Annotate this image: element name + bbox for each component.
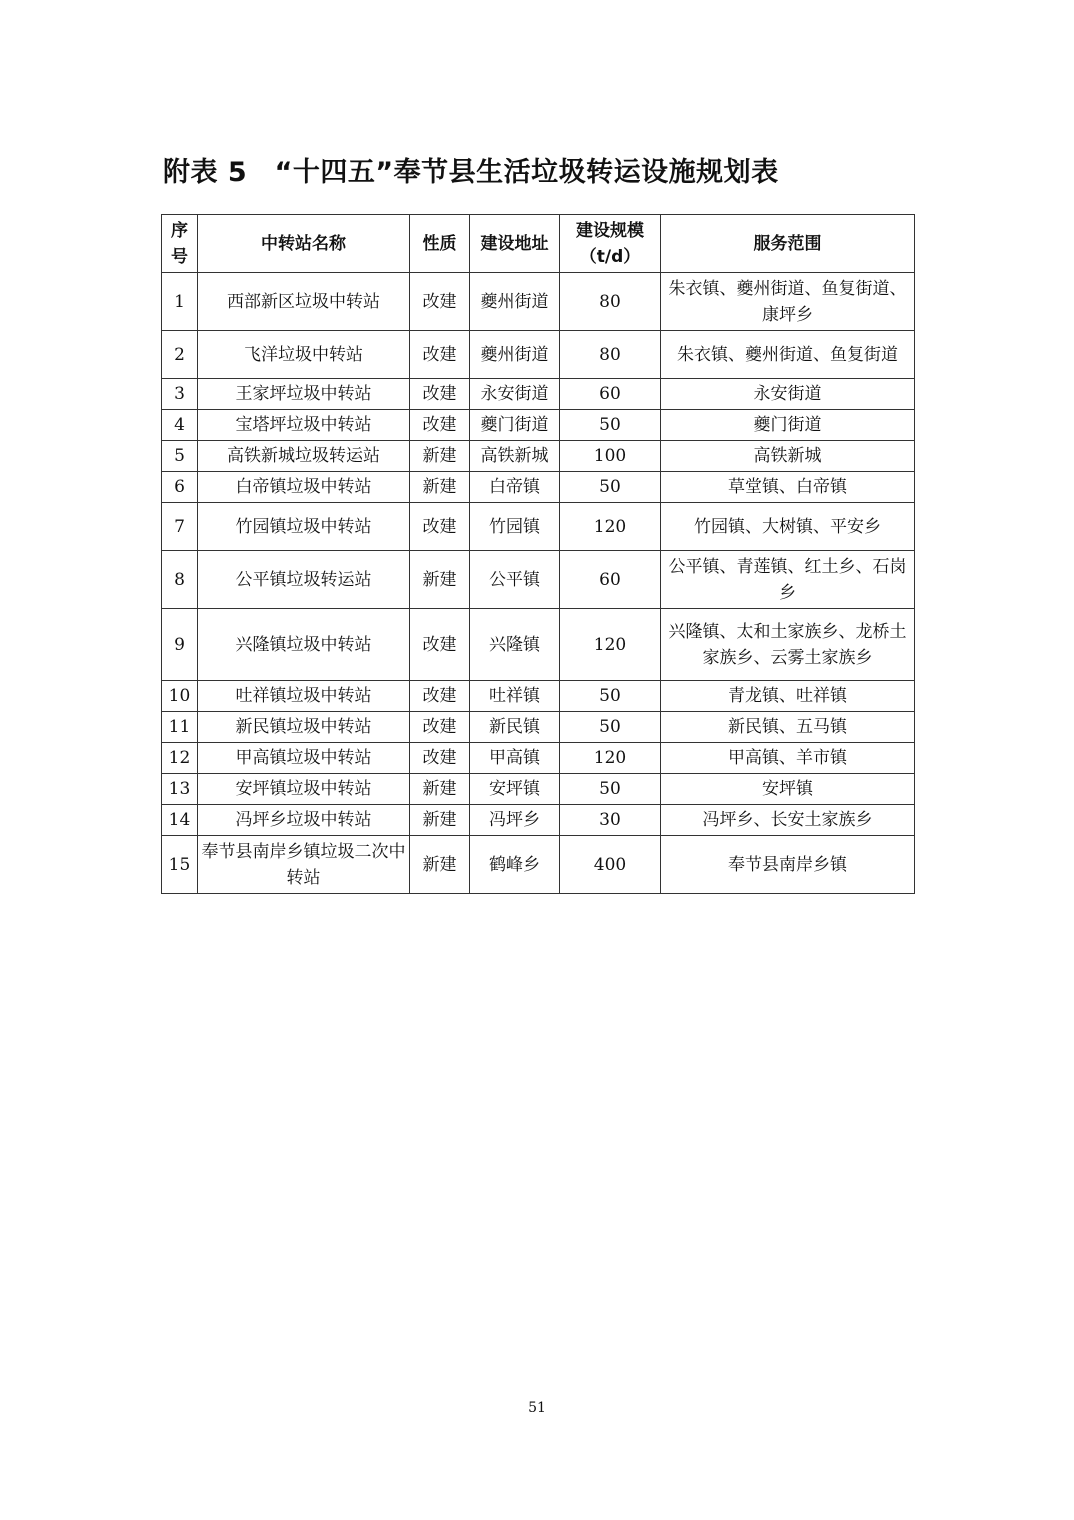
cell-seq: 14 — [162, 805, 198, 836]
cell-seq: 5 — [162, 441, 198, 472]
cell-address: 竹园镇 — [470, 503, 560, 551]
cell-address: 新民镇 — [470, 712, 560, 743]
cell-service: 安坪镇 — [661, 774, 915, 805]
cell-scale: 50 — [560, 472, 661, 503]
cell-seq: 10 — [162, 681, 198, 712]
cell-service: 永安街道 — [661, 379, 915, 410]
cell-seq: 2 — [162, 331, 198, 379]
cell-name: 兴隆镇垃圾中转站 — [198, 609, 410, 681]
cell-seq: 12 — [162, 743, 198, 774]
transfer-facility-table — [161, 214, 915, 894]
header-service: 服务范围 — [661, 215, 915, 273]
cell-seq: 3 — [162, 379, 198, 410]
cell-scale: 50 — [560, 681, 661, 712]
cell-scale: 120 — [560, 503, 661, 551]
cell-service: 青龙镇、吐祥镇 — [661, 681, 915, 712]
cell-seq: 11 — [162, 712, 198, 743]
cell-nature: 新建 — [410, 805, 470, 836]
table-header-row — [162, 215, 915, 273]
cell-scale: 400 — [560, 836, 661, 894]
cell-name: 安坪镇垃圾中转站 — [198, 774, 410, 805]
cell-scale: 30 — [560, 805, 661, 836]
cell-name: 新民镇垃圾中转站 — [198, 712, 410, 743]
table-row — [162, 836, 915, 894]
cell-nature: 改建 — [410, 379, 470, 410]
header-address: 建设地址 — [470, 215, 560, 273]
cell-seq: 15 — [162, 836, 198, 894]
page-number: 51 — [528, 1400, 546, 1416]
cell-scale: 60 — [560, 551, 661, 609]
cell-service: 冯坪乡、长安土家族乡 — [661, 805, 915, 836]
table-row — [162, 441, 915, 472]
cell-address: 高铁新城 — [470, 441, 560, 472]
cell-nature: 新建 — [410, 551, 470, 609]
cell-nature: 改建 — [410, 331, 470, 379]
cell-address: 吐祥镇 — [470, 681, 560, 712]
cell-service: 新民镇、五马镇 — [661, 712, 915, 743]
header-seq-line2: 号 — [171, 246, 188, 267]
cell-address: 鹤峰乡 — [470, 836, 560, 894]
page-title: 附表 5 “十四五”奉节县生活垃圾转运设施规划表 — [163, 157, 779, 188]
cell-nature: 新建 — [410, 774, 470, 805]
table-row — [162, 410, 915, 441]
header-scale — [560, 215, 661, 273]
cell-service: 高铁新城 — [661, 441, 915, 472]
cell-address: 永安街道 — [470, 379, 560, 410]
cell-scale: 50 — [560, 774, 661, 805]
cell-service: 竹园镇、大树镇、平安乡 — [661, 503, 915, 551]
cell-name: 竹园镇垃圾中转站 — [198, 503, 410, 551]
cell-address: 夔门街道 — [470, 410, 560, 441]
cell-service: 草堂镇、白帝镇 — [661, 472, 915, 503]
table-row — [162, 273, 915, 331]
cell-name: 高铁新城垃圾转运站 — [198, 441, 410, 472]
cell-nature: 改建 — [410, 743, 470, 774]
cell-scale: 120 — [560, 609, 661, 681]
cell-seq: 8 — [162, 551, 198, 609]
cell-name: 奉节县南岸乡镇垃圾二次中转站 — [198, 836, 410, 894]
cell-name: 吐祥镇垃圾中转站 — [198, 681, 410, 712]
cell-scale: 50 — [560, 712, 661, 743]
cell-name: 宝塔坪垃圾中转站 — [198, 410, 410, 441]
header-scale-line2: （t/d） — [579, 246, 641, 267]
header-scale-line1: 建设规模 — [576, 220, 644, 241]
cell-scale: 80 — [560, 273, 661, 331]
table-row — [162, 712, 915, 743]
cell-seq: 13 — [162, 774, 198, 805]
cell-seq: 6 — [162, 472, 198, 503]
cell-address: 公平镇 — [470, 551, 560, 609]
table-row — [162, 681, 915, 712]
cell-scale: 120 — [560, 743, 661, 774]
cell-address: 白帝镇 — [470, 472, 560, 503]
cell-scale: 50 — [560, 410, 661, 441]
table-row — [162, 805, 915, 836]
cell-name: 白帝镇垃圾中转站 — [198, 472, 410, 503]
cell-name: 公平镇垃圾转运站 — [198, 551, 410, 609]
cell-name: 西部新区垃圾中转站 — [198, 273, 410, 331]
cell-name: 冯坪乡垃圾中转站 — [198, 805, 410, 836]
table-row — [162, 503, 915, 551]
cell-service: 公平镇、青莲镇、红土乡、石岗乡 — [661, 551, 915, 609]
cell-address: 甲高镇 — [470, 743, 560, 774]
cell-address: 夔州街道 — [470, 273, 560, 331]
cell-name: 飞洋垃圾中转站 — [198, 331, 410, 379]
table-row — [162, 551, 915, 609]
cell-nature: 新建 — [410, 836, 470, 894]
cell-name: 甲高镇垃圾中转站 — [198, 743, 410, 774]
cell-service: 甲高镇、羊市镇 — [661, 743, 915, 774]
cell-nature: 改建 — [410, 712, 470, 743]
cell-nature: 新建 — [410, 472, 470, 503]
cell-scale: 60 — [560, 379, 661, 410]
cell-address: 兴隆镇 — [470, 609, 560, 681]
header-nature: 性质 — [410, 215, 470, 273]
header-seq-line1: 序 — [171, 220, 188, 241]
cell-service: 兴隆镇、太和土家族乡、龙桥土家族乡、云雾土家族乡 — [661, 609, 915, 681]
cell-nature: 新建 — [410, 441, 470, 472]
cell-nature: 改建 — [410, 503, 470, 551]
cell-nature: 改建 — [410, 609, 470, 681]
cell-service: 奉节县南岸乡镇 — [661, 836, 915, 894]
table-row — [162, 743, 915, 774]
cell-seq: 1 — [162, 273, 198, 331]
cell-seq: 7 — [162, 503, 198, 551]
cell-address: 冯坪乡 — [470, 805, 560, 836]
table-row — [162, 609, 915, 681]
cell-seq: 4 — [162, 410, 198, 441]
cell-scale: 100 — [560, 441, 661, 472]
cell-name: 王家坪垃圾中转站 — [198, 379, 410, 410]
table-row — [162, 472, 915, 503]
cell-service: 夔门街道 — [661, 410, 915, 441]
table-row — [162, 774, 915, 805]
cell-nature: 改建 — [410, 681, 470, 712]
cell-address: 夔州街道 — [470, 331, 560, 379]
header-seq — [162, 215, 198, 273]
cell-scale: 80 — [560, 331, 661, 379]
cell-address: 安坪镇 — [470, 774, 560, 805]
table-row — [162, 379, 915, 410]
header-name: 中转站名称 — [198, 215, 410, 273]
cell-service: 朱衣镇、夔州街道、鱼复街道、康坪乡 — [661, 273, 915, 331]
table-row — [162, 331, 915, 379]
cell-service: 朱衣镇、夔州街道、鱼复街道 — [661, 331, 915, 379]
cell-nature: 改建 — [410, 273, 470, 331]
cell-seq: 9 — [162, 609, 198, 681]
cell-nature: 改建 — [410, 410, 470, 441]
